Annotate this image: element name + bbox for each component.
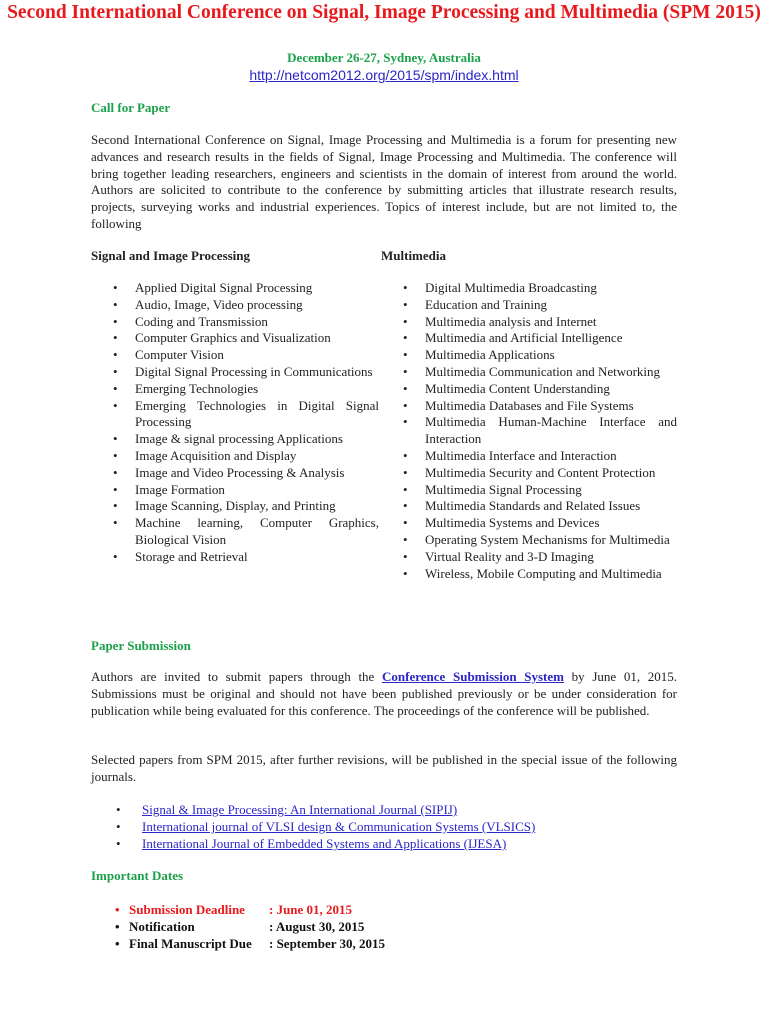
topic-item: • Applied Digital Signal Processing xyxy=(91,280,379,297)
journal-link[interactable]: Signal & Image Processing: An International Journal (SIPIJ) xyxy=(142,802,458,817)
important-date-item xyxy=(91,918,491,935)
topic-item: • Computer Vision xyxy=(91,347,379,364)
topic-item: • Operating System Mechanisms for Multimedia xyxy=(381,532,677,549)
topic-item: • Multimedia Interface and Interaction xyxy=(381,448,677,465)
topic-item: • Multimedia Security and Content Protection xyxy=(381,465,677,482)
topic-item: • Multimedia Standards and Related Issues xyxy=(381,498,677,515)
conference-url-link[interactable]: http://netcom2012.org/2015/spm/index.html xyxy=(249,67,519,83)
topic-item: • Multimedia Systems and Devices xyxy=(381,515,677,532)
important-date-item xyxy=(91,901,491,918)
topic-item: • Computer Graphics and Visualization xyxy=(91,330,379,347)
topic-item: • Multimedia Human-Machine Interface and Interaction xyxy=(381,414,677,448)
journal-item xyxy=(91,818,677,835)
topic-item: • Digital Multimedia Broadcasting xyxy=(381,280,677,297)
date-label: Final Manuscript Due xyxy=(129,936,252,951)
paper-submission-heading: Paper Submission xyxy=(91,638,191,653)
topic-item: • Multimedia analysis and Internet xyxy=(381,314,677,331)
call-for-paper-heading: Call for Paper xyxy=(91,100,171,115)
important-dates-heading: Important Dates xyxy=(91,868,184,883)
topic-item: • Virtual Reality and 3-D Imaging xyxy=(381,549,677,566)
call-for-paper-body: Second International Conference on Signal, Image Processing and Multimedia is a forum for presenting new advances and research results in the fields of Signal, Image Processing and Multimedia. The conference will bring together leading researchers, engineers and scientists in the domain of interest from around the world. Authors are solicited to contribute to the conference by submitting articles that illustrate research results, projects, surveying works and industrial experiences. Topics of interest include, but are not limited to, the following xyxy=(91,132,677,231)
signal-image-topics-list xyxy=(91,280,379,566)
topic-item: • Image & signal processing Applications xyxy=(91,431,379,448)
topic-item: • Audio, Image, Video processing xyxy=(91,297,379,314)
topic-item: • Multimedia Databases and File Systems xyxy=(381,398,677,415)
topic-item: • Image Scanning, Display, and Printing xyxy=(91,498,379,515)
important-date-item xyxy=(91,935,491,952)
date-value: : June 01, 2015 xyxy=(269,902,353,917)
topic-item: • Multimedia Communication and Networking xyxy=(381,364,677,381)
topic-item: • Image Acquisition and Display xyxy=(91,448,379,465)
journals-list xyxy=(91,801,677,852)
signal-image-processing-heading: Signal and Image Processing xyxy=(91,248,251,263)
conference-submission-system-link[interactable]: Conference Submission System xyxy=(382,669,564,684)
topic-item: • Image Formation xyxy=(91,482,379,499)
conference-title: Second International Conference on Signal, Image Processing and Multimedia (SPM 2015) xyxy=(7,2,761,23)
multimedia-topics-list xyxy=(381,280,677,582)
date-label: Submission Deadline xyxy=(129,902,245,917)
topic-item: • Emerging Technologies in Digital Signal Processing xyxy=(91,398,379,432)
selected-papers-text: Selected papers from SPM 2015, after further revisions, will be published in the special issue of the following journals. xyxy=(91,752,677,784)
submission-text-before: Authors are invited to submit papers through the xyxy=(91,669,383,684)
topic-item: • Multimedia Applications xyxy=(381,347,677,364)
date-value: : September 30, 2015 xyxy=(269,936,386,951)
topic-item: • Storage and Retrieval xyxy=(91,549,379,566)
submission-text-after: by June 01, 2015. Submissions must be original and should not have been published previously or be under consideration for publication while being evaluated for this conference. The proceedings of the conference will be published. xyxy=(91,669,677,718)
journal-item xyxy=(91,801,677,818)
journal-item xyxy=(91,835,677,852)
topic-item: • Image and Video Processing & Analysis xyxy=(91,465,379,482)
topic-item: • Multimedia Signal Processing xyxy=(381,482,677,499)
topic-item: • Machine learning, Computer Graphics, Biological Vision xyxy=(91,515,379,549)
topic-item: • Wireless, Mobile Computing and Multimedia xyxy=(381,566,677,583)
topic-item: • Coding and Transmission xyxy=(91,314,379,331)
conference-url-line xyxy=(0,66,768,84)
topic-item: • Multimedia Content Understanding xyxy=(381,381,677,398)
conference-dates-location: December 26-27, Sydney, Australia xyxy=(287,50,481,65)
journal-link[interactable]: International Journal of Embedded Systems and Applications (IJESA) xyxy=(142,836,507,851)
topic-item: • Digital Signal Processing in Communications xyxy=(91,364,379,381)
topic-item: • Multimedia and Artificial Intelligence xyxy=(381,330,677,347)
date-label: Notification xyxy=(129,919,195,934)
multimedia-heading: Multimedia xyxy=(381,248,446,263)
journal-link[interactable]: International journal of VLSI design & Communication Systems (VLSICS) xyxy=(142,819,536,834)
topic-item: • Emerging Technologies xyxy=(91,381,379,398)
topic-item: • Education and Training xyxy=(381,297,677,314)
paper-submission-body xyxy=(91,669,677,719)
date-value: : August 30, 2015 xyxy=(269,919,365,934)
important-dates-list xyxy=(91,901,491,952)
